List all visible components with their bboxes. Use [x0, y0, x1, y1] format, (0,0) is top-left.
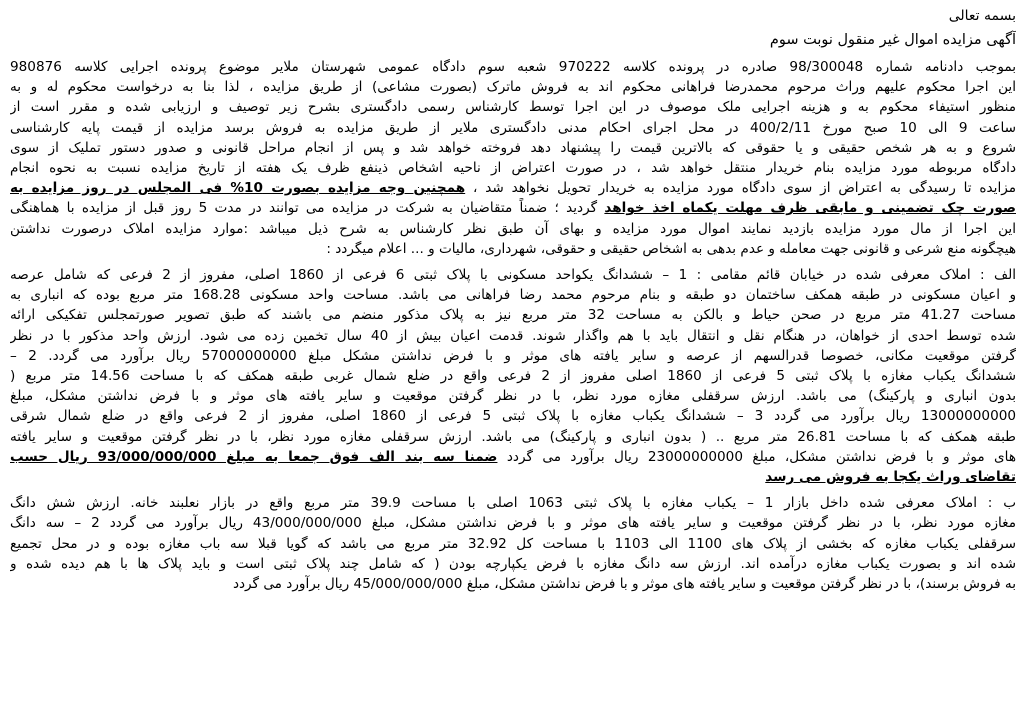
bismillah-heading: بسمه تعالی — [948, 8, 1016, 24]
section-alef-line: شده توسط احدی از خواهان، در هنگام نقل و انتقال باید با هم واگذار شوند. قدمت اعیان بیش از 40 سال تخمین زده می شود. ارزش واحد مذکور با در نظر — [10, 327, 1016, 344]
intro-line: این اجرا محکوم علیهم وراث مرحوم محمدرضا فراهانی محکوم اند به فروش ماترک (بصورت مشاعی) از طریق مزایده ، لذا بنا به درخواست محکوم له و به — [10, 79, 1016, 96]
section-alef-line: ششدانگ یکباب مغازه با پلاک ثبتی 5 فرعی از 1860 اصلی مفروز از 2 فرعی واقع در ضلع شمال غربی طبقه همکف که با مساحت 14.56 متر مربع ( — [10, 368, 1016, 385]
total-price-emphasis: تقاضای وراث یکجا به فروش می رسد — [765, 469, 1016, 486]
intro-line: دادگاه مربوطه مورد مزایده بنام خریدار منتقل خواهد شد ، در صورت اعتراض از ناحیه اشخاص ذینفع ظرف یک هفته از تاریخ مزایده نسبت به نحوه انجام — [10, 160, 1016, 177]
intro-paragraph — [10, 57, 1016, 259]
section-alef-text: های موثر و با فرض نداشتن مشکل، مبلغ 23000000000 ریال برآورد می گردد — [497, 448, 1016, 465]
intro-line: هیچگونه منع شرعی و قانونی جهت معامله و عدم بدهی به اشخاص حقیقی و حقوقی، شهرداری، مالیات و ... اعلام میگردد : — [326, 240, 1016, 257]
section-alef — [10, 265, 1016, 487]
section-alef-line: مساحت 41.27 متر مربع در صحن حیاط و بالکن به مساحت 32 متر مربع نیز به پلاک مذکور منضم می باشند که طبق تصویر صورتمجلس تفکیکی ارائه — [10, 307, 1016, 324]
section-alef-line: بدون انباری و پارکینگ) می باشد. ارزش سرقفلی مغازه مورد نظر، با در نظر گرفتن موقعیت و سایر یافته های موثر و با فرض نداشتن مشکل، مبلغ — [10, 388, 1016, 405]
section-be-line: به فروش برسند)، با در نظر گرفتن موقعیت و سایر یافته های موثر و با فرض نداشتن مشکل، مبلغ 45/000/000/000 ریال برآورد می گردد — [232, 576, 1016, 593]
intro-line: ساعت 9 الی 10 صبح مورخ 400/2/11 در محل اجرای احکام مدنی دادگستری ملایر از طریق مزایده به فروش برسد مزایده از قیمت پایه کارشناسی — [10, 119, 1016, 136]
section-alef-line: 13000000000 ریال برآورد می گردد 3 – ششدانگ یکباب مغازه با پلاک ثبتی 5 فرعی از 1860 اصلی، مفروز از 2 فرعی واقع در ضلع شمال شرقی — [10, 408, 1016, 425]
section-be — [10, 493, 1016, 594]
intro-text: مزایده تا رسیدگی به اعتراض از سوی دادگاه مورد مزایده به خریدار تحویل نخواهد شد ، — [465, 180, 1016, 197]
intro-line: این اجرا از مال مورد مزایده بازدید نمایند اموال مورد مزایده و بهای آن طبق نظر کارشناس به شرح ذیل میباشد :موارد مزایده املاک درصورت نداشتن — [10, 220, 1016, 237]
intro-text: گردید ؛ ضمناً متقاضیان به شرکت در مزایده می توانند در مدت 5 روز قبل از مزایده با هماهنگی — [10, 200, 605, 217]
intro-line — [10, 178, 1016, 198]
section-alef-line: الف : املاک معرفی شده در خیابان قائم مقامی : 1 – ششدانگ یکواحد مسکونی با پلاک ثبتی 6 فرعی از 1860 اصلی، مفروز از 2 فرعی که شامل عرصه — [10, 267, 1016, 284]
intro-line: شروع و به هر شخص حقیقی و یا حقوقی که بالاترین قیمت را پیشنهاد دهد فروخته خواهد شد و پس از انجام مراحل قانونی و صدور دستور تملیک از سوی — [10, 139, 1016, 156]
total-price-emphasis: ضمنا سه بند الف فوق جمعا به مبلغ 93/000/000/000 ریال حسب — [10, 448, 498, 465]
intro-line — [10, 198, 1016, 218]
payment-terms-emphasis: همچنین وجه مزایده بصورت 10% فی المجلس در روز مزایده به — [10, 180, 466, 197]
section-be-line: ب : املاک معرفی شده داخل بازار 1 – یکباب مغازه با پلاک ثبتی 1063 اصلی با مساحت 39.9 متر مربع واقع در بازار نعلبند خانه. ارزش شش دانگ — [10, 495, 1016, 512]
section-alef-line: گرفتن موقعیت مکانی، خصوصا قدرالسهم از عرصه و سایر یافته های موثر و با فرض نداشتن مشکل مبلغ 57000000000 ریال برآورد می گردد. 2 – — [10, 347, 1016, 364]
section-be-line: سرقفلی یکباب مغازه که بخشی از پلاک های 1100 الی 1103 با مساحت کل 32.92 متر مربع می باشد که گویا قبلا سه باب مغازه بوده و در محل تجمیع — [10, 535, 1016, 552]
section-alef-line: و اعیان مسکونی در طبقه همکف ساختمان دو طبقه و بنام مرحوم محمد رضا فراهانی می باشد. مساحت واحد مسکونی 168.28 متر مربع بوده که انباری به — [10, 287, 1016, 304]
section-alef-line — [10, 467, 1016, 487]
section-alef-line — [10, 447, 1016, 467]
intro-line: منظور استیفاء محکوم به و هزینه اجرایی ملک موصوف در این اجرا توسط کارشناس رسمی دادگستری بشرح زیر توصیف و ارزیابی شده و مقرر است از — [10, 99, 1016, 116]
section-be-line: شده اند و بصورت یکباب مغازه درآمده اند. ارزش سه دانگ مغازه با فرض یکپارچه بودن ( که شامل چند پلاک ثبتی است و باید پلاک ها با هم دیده شده و — [10, 555, 1016, 572]
intro-line: بموجب دادنامه شماره 98/300048 صادره در پرونده کلاسه 970222 شعبه سوم دادگاه عمومی شهرستان ملایر موضوع پرونده اجرایی کلاسه 980876 — [10, 59, 1016, 75]
section-alef-line: طبقه همکف که با مساحت 26.81 متر مربع .. ( بدون انباری و پارکینگ) می باشد. ارزش سرقفلی مغازه مورد نظر، با در نظر گرفتن موقعیت و سایر یافته — [10, 428, 1016, 445]
notice-title: آگهی مزایده اموال غیر منقول نوبت سوم — [769, 32, 1016, 48]
payment-terms-emphasis: صورت چک تضمینی و مابقی ظرف مهلت یکماه اخذ خواهد — [604, 200, 1016, 217]
section-be-line: مغازه مورد نظر، با در نظر گرفتن موقعیت و سایر یافته های موثر و با فرض نداشتن مشکل، مبلغ 43/000/000/000 ریال برآورد می گردد 2 – سه دانگ — [10, 515, 1016, 532]
